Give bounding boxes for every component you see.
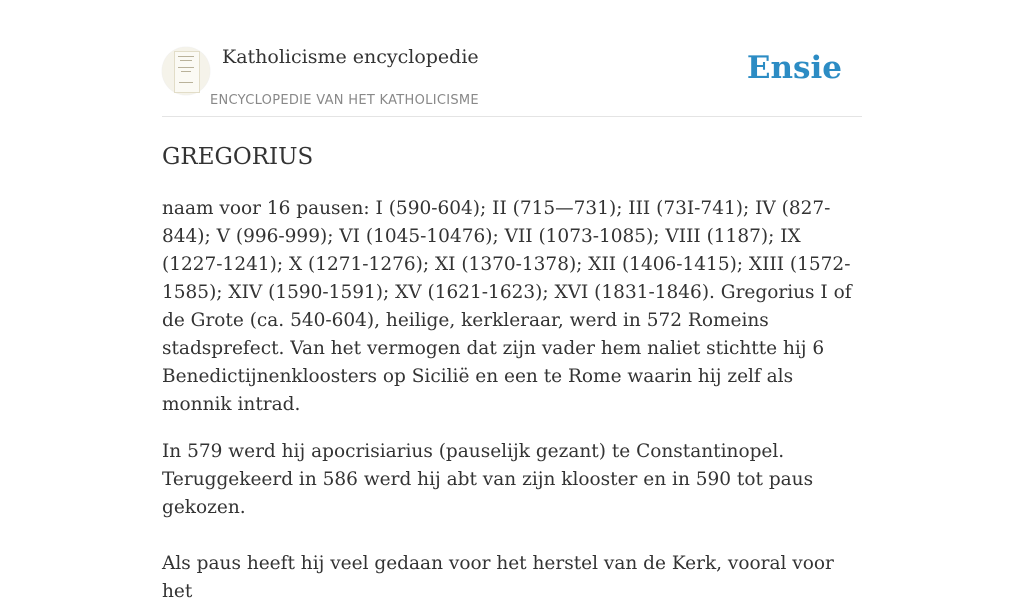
site-title[interactable]: Katholicisme encyclopedie [222,46,479,68]
article-paragraph: Als paus heeft hij veel gedaan voor het herstel van de Kerk, vooral voor het [162,553,834,602]
book-cover-page [174,51,200,93]
article-paragraph: In 579 werd hij apocrisiarius (pauselijk gezant) te Constantinopel. Teruggekeerd in 586 werd hij abt van zijn klooster en in 590 tot paus gekozen. [162,441,814,518]
book-cover-icon[interactable] [162,47,210,95]
site-header [162,0,862,117]
cover-line [178,56,194,57]
ensie-logo-link[interactable]: Ensie [746,50,842,86]
cover-line [181,71,191,72]
page [162,0,862,606]
cover-line [178,67,194,68]
article-paragraph: naam voor 16 pausen: I (590-604); II (715—731); III (73I-741); IV (827-844); V (996-999); VI (1045-10476); VII (1073-1085); VIII (1187); IX (1227-1241); X (1271-1276); XI (1370-1378); XII (1406-1415); XIII (1572-1585); XIV (1590-1591); XV (1621-1623); XVI (1831-1846). Gregorius I of de Grote (ca. 540-604), heilige, kerkleraar, werd in 572 Romeins stadsprefect. Van het vermogen dat zijn vader hem naliet stichtte hij 6 Benedictijnenkloosters op Sicilië en een te Rome waarin hij zelf als monnik intrad. [162,198,852,415]
cover-line [180,60,192,61]
article-title: GREGORIUS [162,144,314,170]
cover-line [179,82,193,83]
site-subtitle: ENCYCLOPEDIE VAN HET KATHOLICISME [210,93,479,108]
